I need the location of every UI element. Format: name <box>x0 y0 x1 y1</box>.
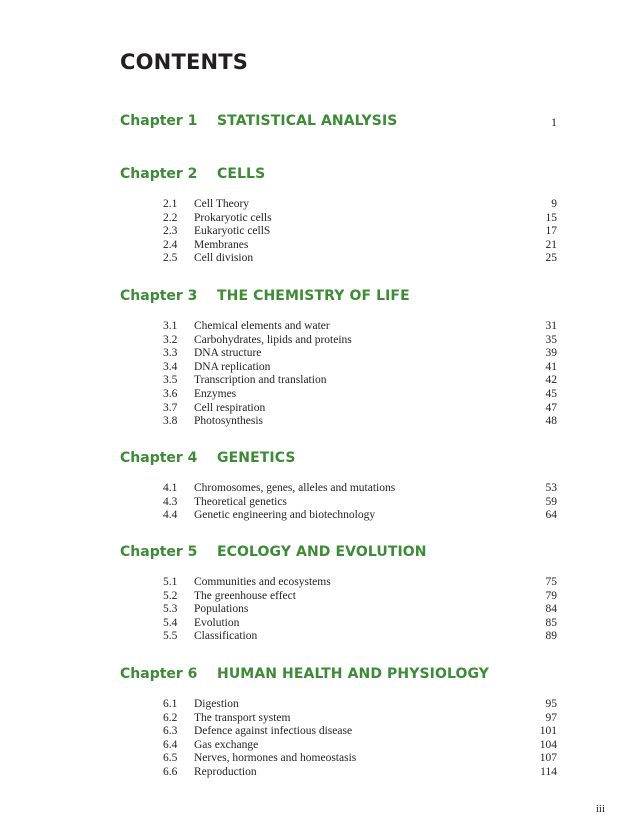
section-title: Membranes <box>194 238 249 251</box>
section-title: Genetic engineering and biotechnology <box>194 509 376 522</box>
section-number: 2.5 <box>163 252 178 265</box>
section-number: 6.6 <box>163 765 178 778</box>
section-number: 3.6 <box>163 387 178 400</box>
section-title: Theoretical genetics <box>194 495 287 508</box>
section-list <box>0 198 638 266</box>
section-row <box>0 361 638 375</box>
section-title: The greenhouse effect <box>194 589 296 602</box>
section-page: 75 <box>545 576 557 588</box>
chapter-number: Chapter 4 <box>120 450 198 466</box>
section-page: 42 <box>545 374 557 387</box>
chapter-2 <box>0 166 638 266</box>
section-row <box>0 225 638 239</box>
chapter-heading <box>0 166 638 188</box>
chapter-number: Chapter 6 <box>120 666 198 682</box>
section-title: Photosynthesis <box>194 415 264 428</box>
section-page: 9 <box>551 198 557 210</box>
section-row <box>0 496 638 510</box>
section-row <box>0 198 638 212</box>
section-list <box>0 698 638 780</box>
section-page: 79 <box>545 589 557 602</box>
chapter-number: Chapter 3 <box>120 288 198 304</box>
section-title: Cell respiration <box>194 401 266 414</box>
section-number: 6.1 <box>163 698 178 710</box>
section-title: Gas exchange <box>194 738 259 751</box>
section-row <box>0 482 638 496</box>
section-number: 6.4 <box>163 738 178 751</box>
section-page: 104 <box>539 738 557 751</box>
section-title: Nerves, hormones and homeostasis <box>194 752 357 765</box>
section-number: 5.5 <box>163 630 178 643</box>
chapter-title: STATISTICAL ANALYSIS <box>217 113 398 129</box>
section-page: 84 <box>545 603 557 616</box>
section-number: 3.5 <box>163 374 178 387</box>
chapter-title: GENETICS <box>217 450 296 466</box>
section-row <box>0 590 638 604</box>
section-title: Eukaryotic cellS <box>194 225 271 238</box>
section-title: Cell division <box>194 252 254 265</box>
section-row <box>0 320 638 334</box>
section-row <box>0 388 638 402</box>
section-number: 5.1 <box>163 576 178 588</box>
section-page: 35 <box>545 333 557 346</box>
section-number: 3.8 <box>163 415 178 428</box>
section-title: Populations <box>194 603 249 616</box>
section-page: 15 <box>545 211 557 224</box>
chapter-4 <box>0 450 638 523</box>
section-row <box>0 415 638 429</box>
section-number: 2.1 <box>163 198 178 210</box>
section-row <box>0 725 638 739</box>
chapter-number: Chapter 5 <box>120 544 198 560</box>
section-page: 25 <box>545 252 557 265</box>
section-row <box>0 212 638 226</box>
section-title: Communities and ecosystems <box>194 576 331 588</box>
section-number: 2.4 <box>163 238 178 251</box>
section-page: 48 <box>545 415 557 428</box>
section-number: 6.2 <box>163 711 178 724</box>
section-row <box>0 239 638 253</box>
chapter-heading <box>0 450 638 472</box>
section-row <box>0 374 638 388</box>
chapter-1 <box>0 113 638 135</box>
section-title: Evolution <box>194 616 240 629</box>
section-page: 47 <box>545 401 557 414</box>
section-list <box>0 320 638 429</box>
chapter-heading <box>0 666 638 688</box>
section-title: The transport system <box>194 711 291 724</box>
chapter-title: CELLS <box>217 166 266 182</box>
chapter-title: THE CHEMISTRY OF LIFE <box>217 288 410 304</box>
section-page: 64 <box>545 509 557 522</box>
section-number: 2.2 <box>163 211 178 224</box>
section-title: DNA replication <box>194 360 271 373</box>
section-row <box>0 252 638 266</box>
section-row <box>0 603 638 617</box>
section-title: Reproduction <box>194 765 257 778</box>
section-page: 31 <box>545 320 557 332</box>
section-page: 85 <box>545 616 557 629</box>
chapter-title: ECOLOGY AND EVOLUTION <box>217 544 427 560</box>
page-title: CONTENTS <box>120 50 249 74</box>
section-number: 4.4 <box>163 509 178 522</box>
section-page: 114 <box>540 765 557 778</box>
chapter-heading <box>0 288 638 310</box>
section-row <box>0 766 638 780</box>
section-title: Chromosomes, genes, alleles and mutations <box>194 482 396 494</box>
section-number: 3.3 <box>163 347 178 360</box>
section-title: DNA structure <box>194 347 262 360</box>
section-number: 2.3 <box>163 225 178 238</box>
section-page: 95 <box>545 698 557 710</box>
section-row <box>0 576 638 590</box>
section-number: 3.7 <box>163 401 178 414</box>
chapter-page: 1 <box>551 115 557 129</box>
section-title: Defence against infectious disease <box>194 725 353 738</box>
section-list <box>0 576 638 644</box>
section-page: 39 <box>545 347 557 360</box>
chapter-3 <box>0 288 638 429</box>
section-row <box>0 347 638 361</box>
section-row <box>0 739 638 753</box>
section-title: Classification <box>194 630 258 643</box>
section-title: Transcription and translation <box>194 374 327 387</box>
section-page: 41 <box>545 360 557 373</box>
section-title: Enzymes <box>194 387 237 400</box>
section-row <box>0 630 638 644</box>
chapter-6 <box>0 666 638 780</box>
section-title: Chemical elements and water <box>194 320 330 332</box>
chapter-5 <box>0 544 638 644</box>
section-number: 4.1 <box>163 482 178 494</box>
section-title: Carbohydrates, lipids and proteins <box>194 333 352 346</box>
chapter-heading <box>0 544 638 566</box>
section-page: 53 <box>545 482 557 494</box>
section-row <box>0 617 638 631</box>
section-number: 3.1 <box>163 320 178 332</box>
section-page: 97 <box>545 711 557 724</box>
section-row <box>0 698 638 712</box>
chapter-title: HUMAN HEALTH AND PHYSIOLOGY <box>217 666 490 682</box>
section-number: 6.5 <box>163 752 178 765</box>
section-number: 5.3 <box>163 603 178 616</box>
chapter-number: Chapter 1 <box>120 113 198 129</box>
section-row <box>0 712 638 726</box>
section-number: 5.2 <box>163 589 178 602</box>
section-row <box>0 509 638 523</box>
section-page: 101 <box>539 725 557 738</box>
section-page: 17 <box>545 225 557 238</box>
chapter-heading <box>0 113 638 135</box>
page-number: iii <box>595 803 605 815</box>
chapter-number: Chapter 2 <box>120 166 198 182</box>
section-list <box>0 482 638 523</box>
section-page: 107 <box>539 752 557 765</box>
section-title: Cell Theory <box>194 198 250 210</box>
section-row <box>0 334 638 348</box>
section-page: 45 <box>545 387 557 400</box>
section-row <box>0 752 638 766</box>
section-number: 4.3 <box>163 495 178 508</box>
section-number: 3.4 <box>163 360 178 373</box>
section-page: 21 <box>545 238 557 251</box>
section-number: 6.3 <box>163 725 178 738</box>
section-page: 59 <box>545 495 557 508</box>
section-number: 5.4 <box>163 616 178 629</box>
section-row <box>0 402 638 416</box>
section-page: 89 <box>545 630 557 643</box>
section-title: Prokaryotic cells <box>194 211 272 224</box>
section-title: Digestion <box>194 698 239 710</box>
section-number: 3.2 <box>163 333 178 346</box>
